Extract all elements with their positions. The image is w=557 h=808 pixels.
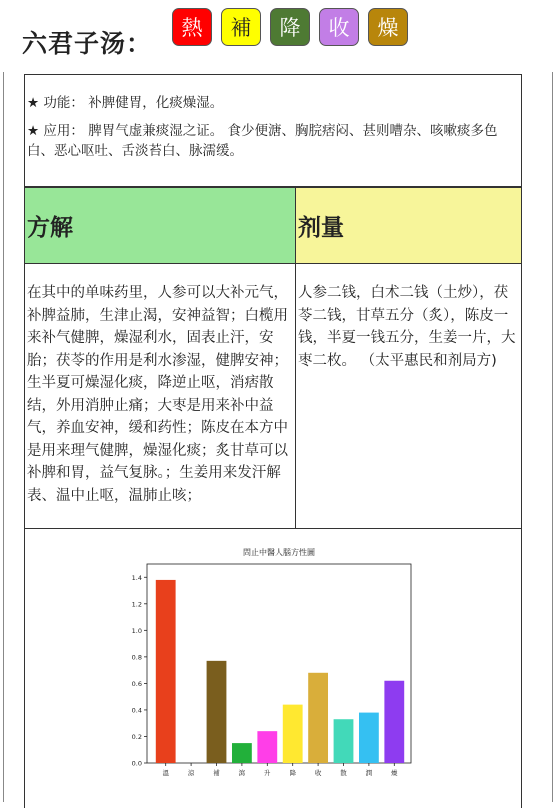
y-tick-label: 1.0 [131,626,142,635]
property-bar-chart [25,529,521,791]
y-tick-label: 0.4 [131,706,142,715]
explanation-header: 方解 [24,187,296,264]
x-tick-label: 瀉 [238,769,246,777]
tag-descend-button[interactable]: 降 [270,8,310,46]
dosage-cell: 人参二钱，白术二钱（土炒），茯苓二钱，甘草五分（炙），陈皮一钱，半夏一钱五分，生姜一片，大枣二枚。 （太平惠民和剂局方) [295,263,522,529]
info-box [24,74,522,187]
x-tick-label: 補 [213,769,220,777]
y-tick-label: 1.2 [131,600,142,609]
x-tick-label: 溫 [162,769,169,777]
usage-line [27,121,519,161]
y-tick-label: 0.6 [131,679,142,688]
chart-title: 問止中醫人腦方性圖 [243,548,315,557]
y-tick-label: 0.2 [131,732,142,741]
bar-3 [207,661,227,763]
x-tick-label: 散 [340,769,347,777]
y-tick-label: 0.8 [131,653,142,662]
bar-7 [308,673,328,763]
tag-hot-button[interactable]: 熱 [172,8,212,46]
x-tick-label: 降 [289,769,296,777]
bar-4 [232,743,252,763]
x-tick-label: 潤 [365,769,373,777]
bar-6 [283,705,303,763]
tag-dry-button[interactable]: 燥 [368,8,408,46]
dosage-header: 剂量 [295,187,522,264]
bar-1 [156,580,176,763]
function-text: 补脾健胃，化痰燥湿。 [88,95,224,111]
bar-8 [334,719,354,763]
x-tick-label: 燥 [391,769,398,777]
chart-cell [24,528,522,808]
explanation-cell: 在其中的单味药里，人参可以大补元气，补脾益肺，生津止渴，安神益智；白榄用来补气健脾，燥湿利水，固表止汗，安胎；茯苓的作用是利水渗湿，健脾安神；生半夏可燥湿化痰，降逆止呕，消痞散结，外用消肿止痛；大枣是用来补中益气，养血安神，缓和药性；陈皮在本方中是用来理气健脾，燥湿化痰；炙甘草可以补脾和胃，益气复脉。；生姜用来发汗解表、温中止呕，温肺止咳； [24,263,296,529]
x-tick-label: 收 [314,769,322,777]
bar-10 [384,681,404,763]
x-tick-label: 涼 [187,769,195,777]
bar-5 [257,731,277,763]
tag-astringe-button[interactable]: 收 [319,8,359,46]
function-label: ★ 功能： [27,95,84,111]
x-tick-label: 升 [264,769,271,777]
usage-label: ★ 应用： [27,123,84,139]
y-tick-label: 0.0 [131,759,142,768]
function-line [27,93,519,113]
page-title: 六君子汤： [22,29,153,58]
tag-tonify-button[interactable]: 補 [221,8,261,46]
bar-9 [359,713,379,763]
usage-text: 脾胃气虚兼痰湿之证。 食少便溏、胸脘痞闷、甚则嘈杂、咳嗽痰多色白、恶心呕吐、舌淡苔白、脉濡缓。 [27,123,498,159]
header [0,0,557,72]
y-tick-label: 1.4 [131,573,142,582]
